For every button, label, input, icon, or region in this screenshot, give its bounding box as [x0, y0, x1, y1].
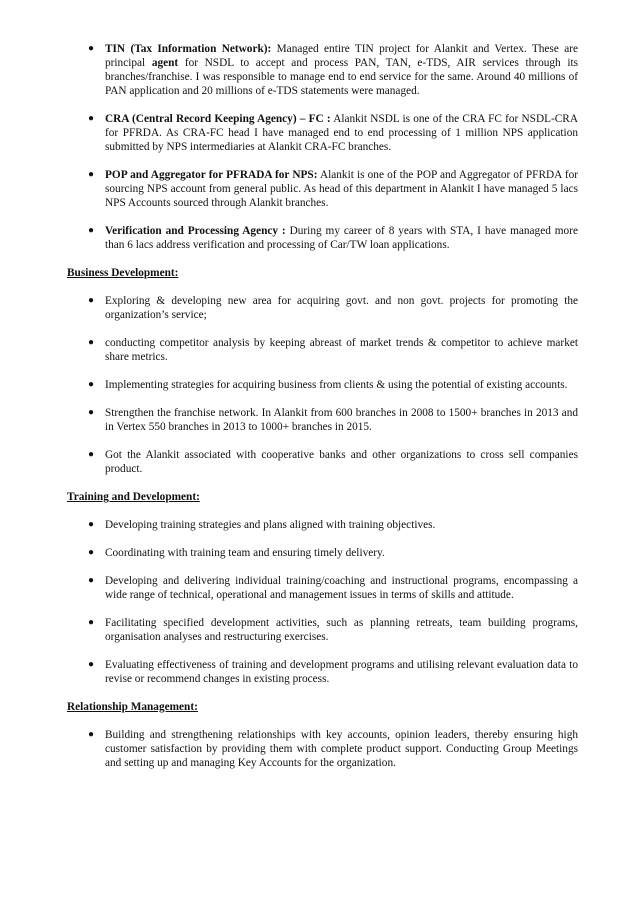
list-item [68, 294, 578, 322]
item-text: for NSDL to accept and process PAN, TAN, e-TDS, AIR services through its branches/franchise. I was responsible to manage end to end service for the same. Around 40 millions of PAN application and 20 millions of e-TDS statements were managed. [105, 57, 578, 97]
item-text: Got the Alankit associated with cooperative banks and other organizations to cross sell companies product. [105, 449, 578, 475]
bullet-icon: ● [88, 225, 95, 236]
bullet-icon: ● [88, 295, 95, 306]
business-development-list [68, 294, 578, 476]
list-item [68, 112, 578, 154]
bullet-icon: ● [88, 575, 95, 586]
intro-list [68, 42, 578, 252]
list-item [68, 448, 578, 476]
item-text: Coordinating with training team and ensuring timely delivery. [105, 547, 385, 559]
bullet-icon: ● [88, 519, 95, 530]
item-text: Building and strengthening relationships with key accounts, opinion leaders, thereby ensuring high customer satisfaction by providing them with complete product support. Conducting Group Meetings and setting up and managing Key Accounts for the organization. [105, 729, 578, 769]
list-item [68, 406, 578, 434]
bullet-icon: ● [88, 43, 95, 54]
item-text: Managed entire TIN project for Alankit and Vertex. These are principal [105, 43, 578, 69]
bullet-icon: ● [88, 113, 95, 124]
training-development-list [68, 518, 578, 686]
bullet-icon: ● [88, 729, 95, 740]
item-text: conducting competitor analysis by keeping abreast of market trends & competitor to achieve market share metrics. [105, 337, 578, 363]
item-text: Developing training strategies and plans aligned with training objectives. [105, 519, 436, 531]
bullet-icon: ● [88, 659, 95, 670]
bullet-icon: ● [88, 407, 95, 418]
list-item [68, 518, 578, 532]
section-heading-business-development: Business Development: [67, 267, 179, 279]
bullet-icon: ● [88, 617, 95, 628]
item-text: Facilitating specified development activities, such as planning retreats, team building programs, organisation analyses and restructuring exercises. [105, 617, 578, 643]
item-label: CRA (Central Record Keeping Agency) – FC : [105, 113, 331, 125]
relationship-management-list [68, 728, 578, 770]
section-heading-training-development: Training and Development: [67, 491, 200, 503]
page-content [68, 42, 578, 770]
item-text: Implementing strategies for acquiring business from clients & using the potential of existing accounts. [105, 379, 568, 391]
list-item [68, 728, 578, 770]
list-item [68, 336, 578, 364]
item-text: Developing and delivering individual training/coaching and instructional programs, encompassing a wide range of technical, operational and management issues in terms of skills and attitude. [105, 575, 578, 601]
item-text: During my career of 8 years with STA, I have managed more than 6 lacs address verification and processing of Car/TW loan applications. [105, 225, 578, 251]
list-item [68, 658, 578, 686]
bullet-icon: ● [88, 449, 95, 460]
item-label: POP and Aggregator for PFRADA for NPS: [105, 169, 318, 181]
bullet-icon: ● [88, 337, 95, 348]
list-item [68, 168, 578, 210]
bullet-icon: ● [88, 379, 95, 390]
item-text: Alankit is one of the POP and Aggregator of PFRDA for sourcing NPS account from general public. As head of this department in Alankit I have managed 5 lacs NPS Accounts sourced through Alankit branches. [105, 169, 578, 209]
list-item [68, 42, 578, 98]
item-text: Evaluating effectiveness of training and development programs and utilising relevant evaluation data to revise or recommend changes in existing process. [105, 659, 578, 685]
item-label: Verification and Processing Agency : [105, 225, 286, 237]
item-text: Alankit NSDL is one of the CRA FC for NSDL-CRA for PFRDA. As CRA-FC head I have managed end to end processing of 1 million NPS application submitted by NPS intermediaries at Alankit CRA-FC branches. [105, 113, 578, 153]
item-emphasis: agent [151, 57, 179, 69]
bullet-icon: ● [88, 169, 95, 180]
list-item [68, 378, 578, 392]
item-label: TIN (Tax Information Network): [105, 43, 272, 55]
list-item [68, 546, 578, 560]
bullet-icon: ● [88, 547, 95, 558]
list-item [68, 224, 578, 252]
section-heading-relationship-management: Relationship Management: [67, 701, 198, 713]
item-text: Exploring & developing new area for acquiring govt. and non govt. projects for promoting the organization’s service; [105, 295, 578, 321]
item-text: Strengthen the franchise network. In Alankit from 600 branches in 2008 to 1500+ branches in 2013 and in Vertex 550 branches in 2013 to 1000+ branches in 2015. [105, 407, 578, 433]
list-item [68, 616, 578, 644]
list-item [68, 574, 578, 602]
